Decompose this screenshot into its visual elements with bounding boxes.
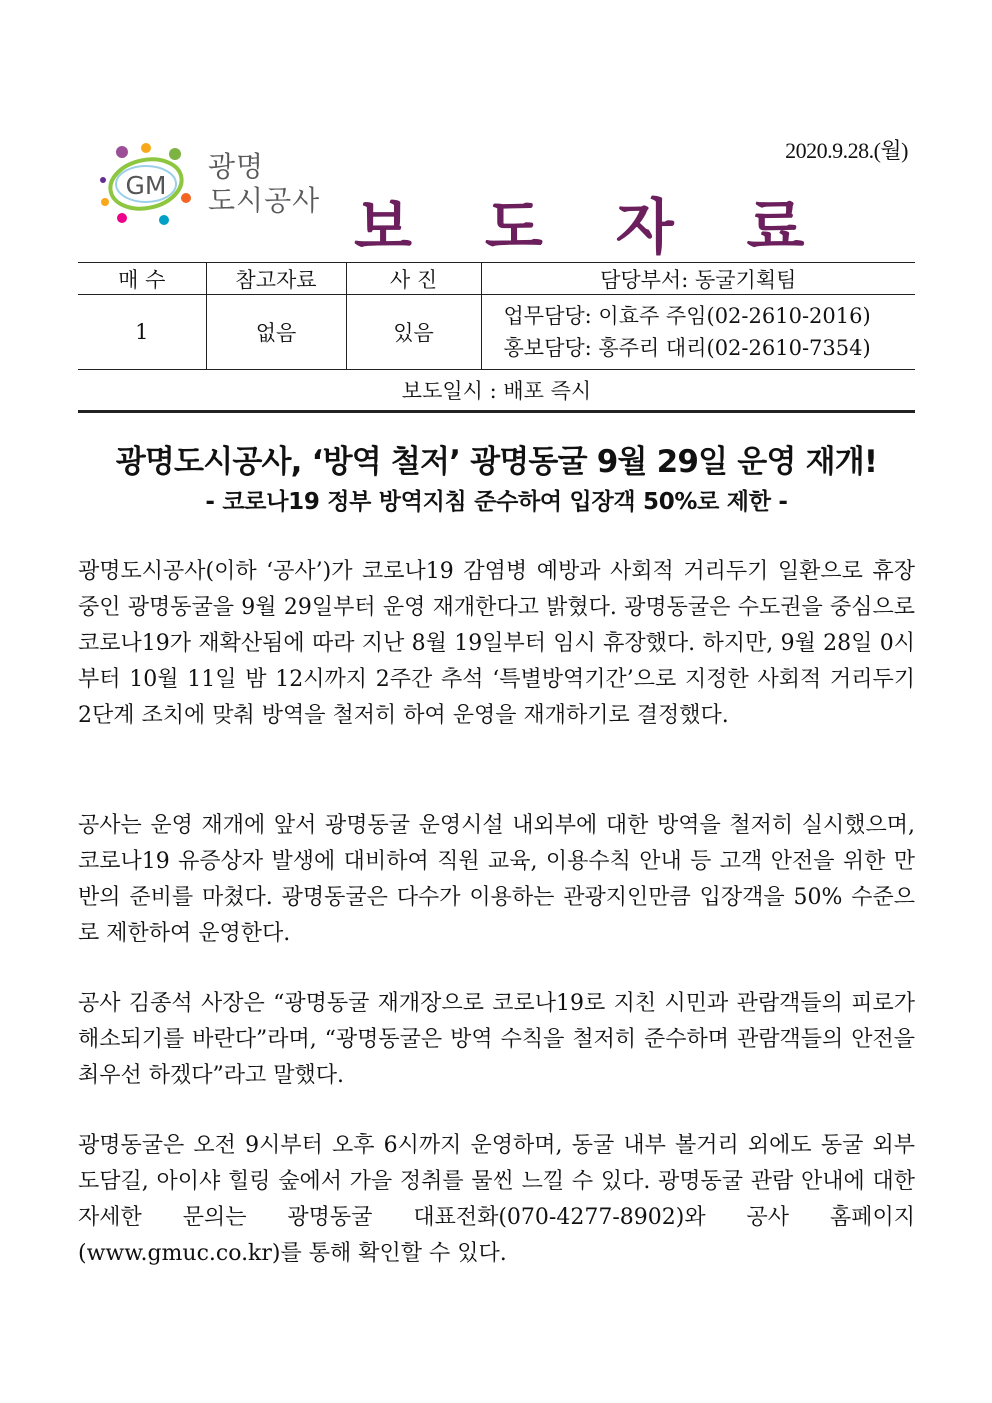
info-table: [78, 262, 915, 413]
gm-logo-icon: [98, 140, 198, 240]
header-pages: 매 수: [78, 263, 206, 295]
release-date: 2020.9.28.(월): [785, 138, 908, 163]
logo-line-2: 도시공사: [208, 184, 321, 217]
company-logo: [98, 140, 338, 240]
subheadline: - 코로나19 정부 방역지침 준수하여 입장객 50%로 제한 -: [205, 489, 788, 515]
press-release-title: 보 도 자 료: [354, 193, 831, 263]
paragraph-4: 광명동굴은 오전 9시부터 오후 6시까지 운영하며, 동굴 내부 볼거리 외에도 동굴 외부 도담길, 아이샤 힐링 숲에서 가을 정취를 물씬 느낄 수 있다. 광명동굴 관람 안내에 대한 자세한 문의는 광명동굴 대표전화(070-4277-8902)와 공사 홈페이지(www.gmuc.co.kr)를 통해 확인할 수 있다.: [78, 1133, 915, 1266]
value-photo: 있음: [346, 295, 481, 370]
paragraph-2: 공사는 운영 재개에 앞서 광명동굴 운영시설 내외부에 대한 방역을 철저히 실시했으며, 코로나19 유증상자 발생에 대비하여 직원 교육, 이용수칙 안내 등 고객 안전을 위한 만반의 준비를 마쳤다. 광명동굴은 다수가 이용하는 관광지인만큼 입장객을 50% 수준으로 제한하여 운영한다.: [78, 813, 915, 946]
paragraph-3: 공사 김종석 사장은 “광명동굴 재개장으로 코로나19로 지친 시민과 관람객들의 피로가 해소되기를 바란다”라며, “광명동굴은 방역 수칙을 철저히 준수하며 관람객들의 안전을 최우선 하겠다”라고 말했다.: [78, 991, 915, 1088]
logo-line-1: 광명: [208, 150, 265, 183]
paragraph-1: 광명도시공사(이하 ‘공사’)가 코로나19 감염병 예방과 사회적 거리두기 일환으로 휴장 중인 광명동굴을 9월 29일부터 운영 재개한다고 밝혔다. 광명동굴은 수도권을 중심으로 코로나19가 재확산됨에 따라 지난 8월 19일부터 임시 휴장했다. 하지만, 9월 28일 0시부터 10월 11일 밤 12시까지 2주간 추석 ‘특별방역기간’으로 지정한 사회적 거리두기 2단계 조치에 맞춰 방역을 철저히 하여 운영을 재개하기로 결정했다.: [78, 559, 915, 728]
contact-pr: 홍보담당: 홍주리 대리(02-2610-7354): [503, 336, 871, 360]
contacts: [481, 295, 915, 370]
header-photo: 사 진: [346, 263, 481, 295]
release-time: 보도일시 : 배포 즉시: [78, 370, 915, 412]
header-department: 담당부서: 동굴기획팀: [481, 263, 915, 295]
value-reference: 없음: [206, 295, 346, 370]
contact-work: 업무담당: 이효주 주임(02-2610-2016): [503, 304, 871, 328]
headline: 광명도시공사, ‘방역 철저’ 광명동굴 9월 29일 운영 재개!: [115, 444, 878, 480]
value-pages: 1: [78, 295, 206, 370]
svg-text:GM: GM: [125, 171, 167, 200]
header-reference: 참고자료: [206, 263, 346, 295]
